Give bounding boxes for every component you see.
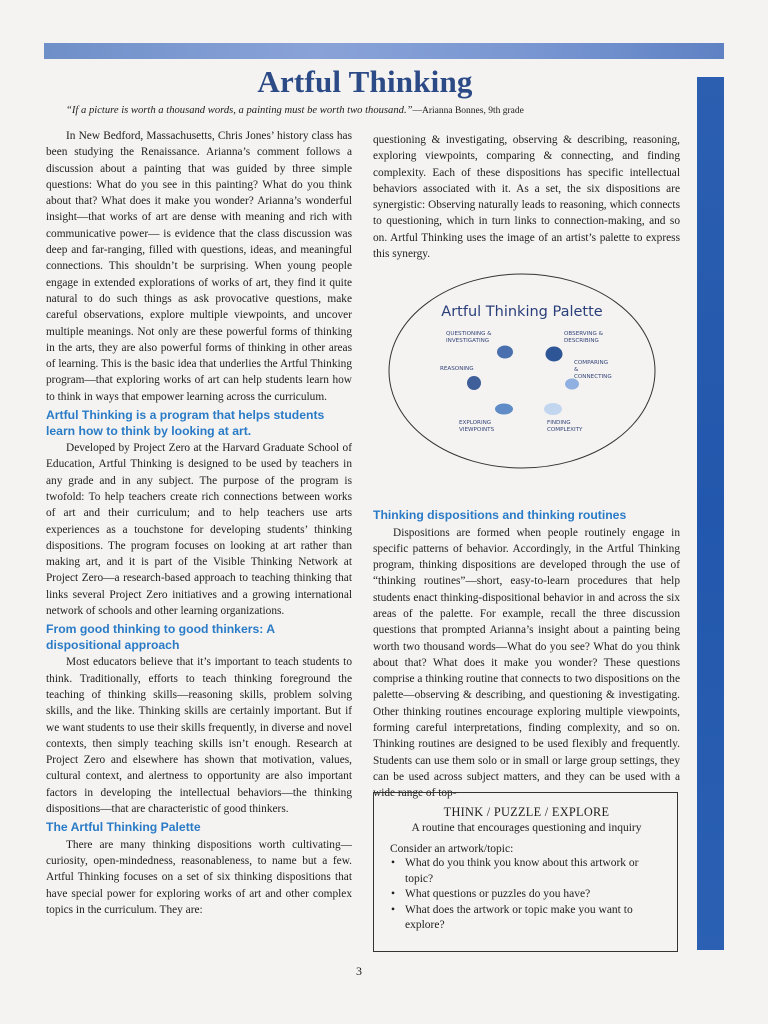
- section-heading-program: Artful Thinking is a program that helps students learn how to think by looking at art.: [46, 408, 325, 438]
- paint-dab-reasoning: [467, 376, 481, 390]
- epigraph-attribution: —Arianna Bonnes, 9th grade: [412, 106, 524, 116]
- routine-lead: Consider an artwork/topic:: [390, 843, 514, 855]
- palette-title: Artful Thinking Palette: [441, 304, 603, 320]
- paint-dab-finding: [544, 403, 562, 415]
- paint-dab-questioning: [497, 346, 513, 359]
- right-column-bottom: [373, 505, 680, 802]
- paint-dab-observing: [546, 347, 563, 362]
- paint-dab-exploring: [495, 404, 513, 415]
- right-column-top: [373, 132, 680, 262]
- page-title: Artful Thinking: [257, 64, 473, 99]
- section-heading-dispositional: From good thinking to good thinkers: A dispositional approach: [46, 622, 275, 652]
- artful-thinking-palette-figure: [384, 270, 660, 472]
- section-body-program: Developed by Project Zero at the Harvard Graduate School of Education, Artful Thinking is designed to be used by teachers in any grade and in any subject. The purpose of the program is twofold: To help teachers create rich connections between works of art and their curriculum; and to help teachers use arts experiences as a touchstone for developing students’ thinking dispositions. The program focuses on looking at art rather than making art, and it is part of the Visible Thinking Network at Project Zero—a research-based approach to teaching thinking that links several Project Zero initiatives and a growing international network of schools and other learning organizations.: [46, 442, 352, 618]
- intro-paragraph: In New Bedford, Massachusetts, Chris Jones’ history class has been studying the Renaissance. Arianna’s comment follows a discussion about a painting that was guided by three simple questions: What do you see in this painting? What do you think about that? What does it make you wonder? Arianna’s wonderful insight—that works of art are dense with meaning and rich with communicative power— is evidence that the class discussion was deep and far-ranging, filled with questions, ideas, and meaningful connections. This shouldn’t be surprising. When young people engage in extended explorations of works of art, they find it quite natural to do such things as ask provocative questions, make careful observations, explore multiple viewpoints, and uncover multiple meanings. Not only are these powerful forms of thinking in the arts, they are also powerful forms of thinking in other areas of learning. This is the basic idea that underlies the Artful Thinking program—that exploring works of art can help students learn how to think in ways that empower learning across the curriculum.: [46, 130, 352, 403]
- palette-label-finding: FINDING COMPLEXITY: [547, 420, 583, 433]
- palette-label-questioning: QUESTIONING & INVESTIGATING: [446, 331, 492, 344]
- palette-outline: [384, 270, 660, 472]
- left-column: [46, 128, 352, 918]
- section-body-routines: Dispositions are formed when people routinely engage in specific patterns of behavior. Accordingly, in the Artful Thinking program, thinking dispositions are developed through the use of “thinking routines”—short, easy-to-learn procedures that help students enact thinking-dispositional behavior in and across the six areas of the palette. For example, recall the three discussion questions that prompted Arianna’s insight about a painting being worth two thousand words—What do you see? What do you think about that? What does it make you wonder? These questions comprise a thinking routine that connects to two dispositions on the palette—observing & describing, and questioning & investigating. Other thinking routines encourage exploring multiple viewpoints, forming careful interpretations, finding complexity, and so on. Thinking routines are designed to be used flexibly and frequently. Students can use them solo or in small or large group settings, they can be used across subject matters, and they can be used with a wide range of top-: [373, 526, 680, 800]
- section-body-palette: There are many thinking dispositions worth cultivating—curiosity, open-mindedness, reasonableness, to name but a few. Artful Thinking focuses on a set of six thinking dispositions that have special power for exploring works of art and other complex topics in the curriculum. They are:: [46, 838, 352, 916]
- list-item: • What do you think you know about this artwork or topic?: [402, 856, 663, 887]
- palette-label-comparing: COMPARING & CONNECTING: [574, 360, 612, 380]
- list-item: • What questions or puzzles do you have?: [402, 887, 663, 903]
- page-number: 3: [356, 964, 362, 978]
- top-decorative-band: [44, 43, 724, 59]
- routine-callout-box: [373, 792, 678, 952]
- section-heading-routines: Thinking dispositions and thinking routines: [373, 508, 627, 522]
- epigraph-quote: “If a picture is worth a thousand words, a painting must be worth two thousand.”: [66, 105, 413, 116]
- palette-label-observing: OBSERVING & DESCRIBING: [564, 331, 603, 344]
- palette-label-reasoning: REASONING: [440, 366, 474, 372]
- section-body-dispositional: Most educators believe that it’s important to teach students to think. Traditionally, efforts to teach thinking foreground the teaching of thinking skills—reasoning skills, problem solving skills, and the like. Thinking skills are certainly important. But if we want students to use their skills frequently, in diverse and novel contexts, then simply teaching skills isn’t enough. Research at Project Zero and elsewhere has shown that motivation, values, cultural context, and alertness to opportunity are also important factors in developing the intellectual behaviors—the thinking dispositions—that are characteristic of good thinkers.: [46, 656, 352, 815]
- routine-question-list: [390, 856, 663, 934]
- epigraph: [66, 105, 686, 116]
- section-heading-palette: The Artful Thinking Palette: [46, 820, 201, 835]
- side-decorative-band: [697, 77, 724, 950]
- continued-paragraph: questioning & investigating, observing & describing, reasoning, exploring viewpoints, comparing & connecting, and finding complexity. Each of these dispositions has specific intellectual behaviors associated with it. As a set, the six dispositions are synergistic: Observing naturally leads to reasoning, which connects to questioning, which in turn links to connection-making, and so on. Artful Thinking uses the image of an artist’s palette to express this synergy.: [373, 134, 680, 261]
- list-item: • What does the artwork or topic make you want to explore?: [402, 903, 663, 934]
- routine-title: THINK / PUZZLE / EXPLORE: [443, 805, 610, 819]
- palette-label-exploring: EXPLORING VIEWPOINTS: [459, 420, 495, 433]
- routine-subtitle: A routine that encourages questioning and inquiry: [411, 822, 642, 834]
